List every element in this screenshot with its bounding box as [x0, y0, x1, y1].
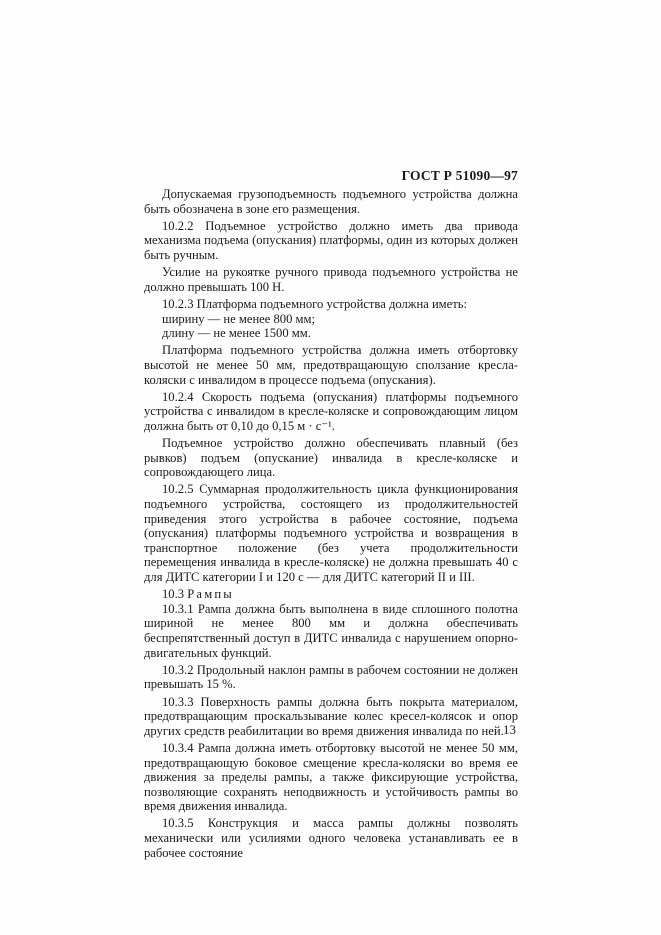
paragraph: 10.3.2 Продольный наклон рампы в рабочем состоянии не должен превышать 15 %.: [144, 662, 518, 692]
paragraph: Усилие на рукоятке ручного привода подъемного устройства не должно превышать 100 Н.: [144, 265, 518, 294]
paragraph: 10.2.2 Подъемное устройство должно иметь два привода механизма подъема (опускания) платформы, один из которых должен быть ручным.: [144, 218, 518, 262]
paragraph: 10.2.3 Платформа подъемного устройства должна иметь:: [162, 296, 467, 311]
paragraph: Подъемное устройство должно обеспечивать плавный (без рывков) подъем (опускание) инвалида в кресле-коляске и сопровождающего лица.: [144, 436, 518, 480]
paragraph: ширину — не менее 800 мм;: [162, 311, 315, 326]
paragraph: Допускаемая грузоподъемность подъемного устройства должна быть обозначена в зоне его размещения.: [144, 187, 518, 216]
paragraph: Платформа подъемного устройства должна иметь отбортовку высотой не менее 50 мм, предотвращающую сползание кресла-коляски с инвалидом в процессе подъема (опускания).: [144, 343, 518, 387]
paragraph: 10.3.4 Рампа должна иметь отбортовку высотой не менее 50 мм, предотвращающую боковое смещение кресла-коляски во время ее движения за пределы рампы, а также фиксирующие устройства, позволяющие сохранять неподвижность и устойчивость рампы во время движения инвалида.: [144, 740, 518, 814]
paragraph: 10.2.5 Суммарная продолжительность цикла функционирования подъемного устройства, состоящего из продолжительностей приведения этого устройства в рабочее состояние, подъема (опускания) платформы подъемного устройства и возвращения в транспортное положение (без учета продолжительности перемещения инвалида в кресле-коляске) не должна превышать 40 с для ДИТС категории I и 120 с — для ДИТС категорий II и III.: [144, 482, 518, 584]
section-number: 10.3: [162, 587, 185, 602]
document-code-header: ГОСТ Р 51090—97: [401, 168, 518, 183]
paragraph: 10.2.4 Скорость подъема (опускания) платформы подъемного устройства с инвалидом в кресле-коляске и сопровождающим лицом должна быть от 0,10 до 0,15 м · с⁻¹.: [144, 389, 518, 433]
document-body: [144, 187, 518, 863]
section-heading: [144, 587, 518, 602]
paragraph: 10.3.5 Конструкция и масса рампы должны позволять механически или усилиями одного человека устанавливать ее в рабочее состояние: [144, 816, 518, 860]
page-number: 13: [503, 722, 516, 737]
paragraph: 10.3.3 Поверхность рампы должна быть покрыта материалом, предотвращающим проскальзывание колес кресел-колясок и опор других средств реабилитации во время движения инвалида по ней.: [144, 694, 518, 738]
paragraph: 10.3.1 Рампа должна быть выполнена в виде сплошного полотна шириной не менее 800 мм и должна обеспечивать беспрепятственный доступ в ДИТС инвалида с нарушением опорно-двигательных функций.: [144, 601, 518, 660]
section-title: Рампы: [187, 587, 234, 602]
paragraph: длину — не менее 1500 мм.: [162, 326, 311, 341]
